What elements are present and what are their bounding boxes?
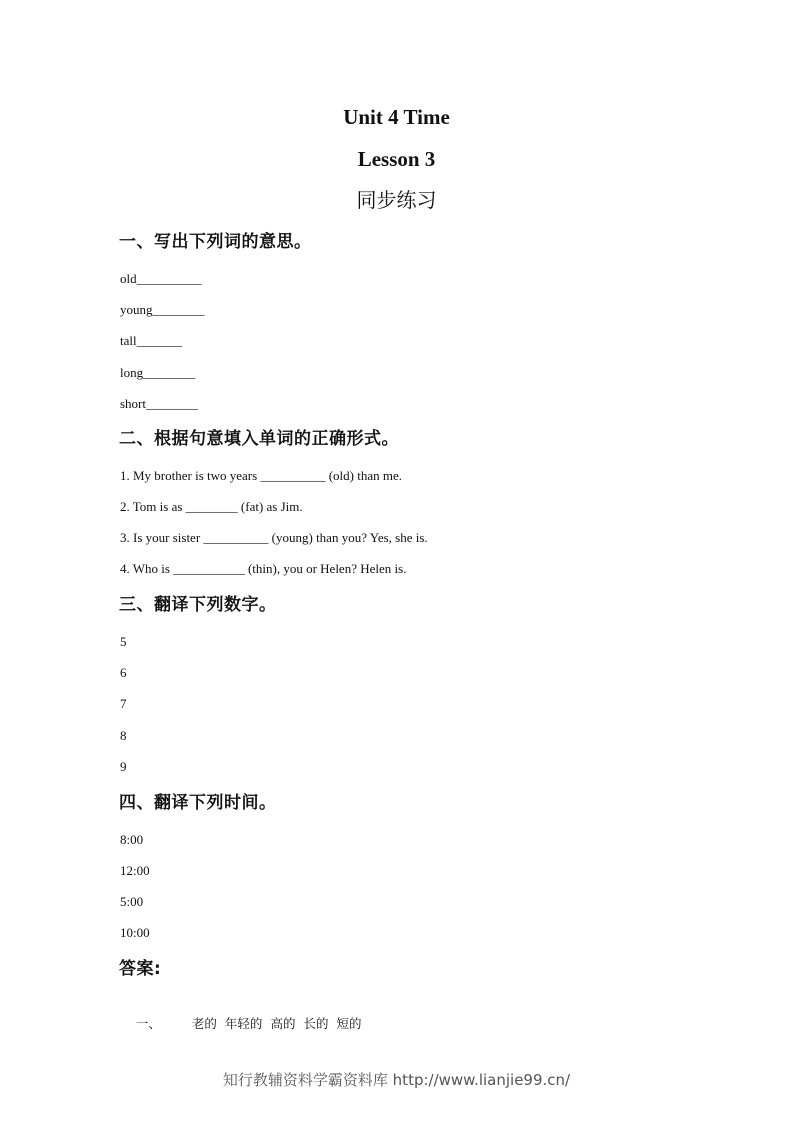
- word-item: short________: [120, 396, 198, 411]
- word-item: tall_______: [120, 333, 183, 348]
- time-item: 5:00: [120, 894, 144, 909]
- sentence-item: 1. My brother is two years __________ (old) than me.: [120, 468, 402, 483]
- answer-word: 高的: [270, 1016, 296, 1031]
- word-item: long________: [120, 365, 196, 380]
- lesson-title: Lesson 3: [357, 147, 436, 171]
- exercise-subtitle: 同步练习: [356, 188, 437, 212]
- answer-number: 一、: [135, 1016, 161, 1031]
- time-item: 12:00: [120, 863, 150, 878]
- answer-word: 长的: [303, 1016, 329, 1031]
- time-item: 10:00: [120, 925, 150, 940]
- answer-word: 年轻的: [224, 1016, 263, 1031]
- page-title: Unit 4 Time: [343, 105, 450, 129]
- section-1-heading: 一、写出下列词的意思。: [119, 232, 312, 252]
- number-item: 8: [120, 728, 127, 743]
- number-item: 9: [120, 759, 127, 774]
- answer-word: 短的: [336, 1016, 362, 1031]
- answer-line-1: [120, 997, 369, 1051]
- number-item: 7: [120, 696, 127, 711]
- section-4-heading: 四、翻译下列时间。: [119, 793, 277, 813]
- answers-heading: 答案:: [119, 959, 162, 979]
- time-item: 8:00: [120, 832, 144, 847]
- sentence-item: 3. Is your sister __________ (young) than you? Yes, she is.: [120, 530, 428, 545]
- number-item: 6: [120, 665, 127, 680]
- section-2-heading: 二、根据句意填入单词的正确形式。: [119, 429, 399, 449]
- word-item: old__________: [120, 271, 202, 286]
- footer-watermark: 知行教辅资料学霸资料库 http://www.lianjie99.cn/: [222, 1071, 571, 1089]
- answer-words: [192, 1016, 370, 1031]
- section-3-heading: 三、翻译下列数字。: [119, 595, 277, 615]
- word-item: young________: [120, 302, 205, 317]
- sentence-item: 4. Who is ___________ (thin), you or Helen? Helen is.: [120, 561, 407, 576]
- answer-word: 老的: [191, 1016, 217, 1031]
- sentence-item: 2. Tom is as ________ (fat) as Jim.: [120, 499, 303, 514]
- number-item: 5: [120, 634, 127, 649]
